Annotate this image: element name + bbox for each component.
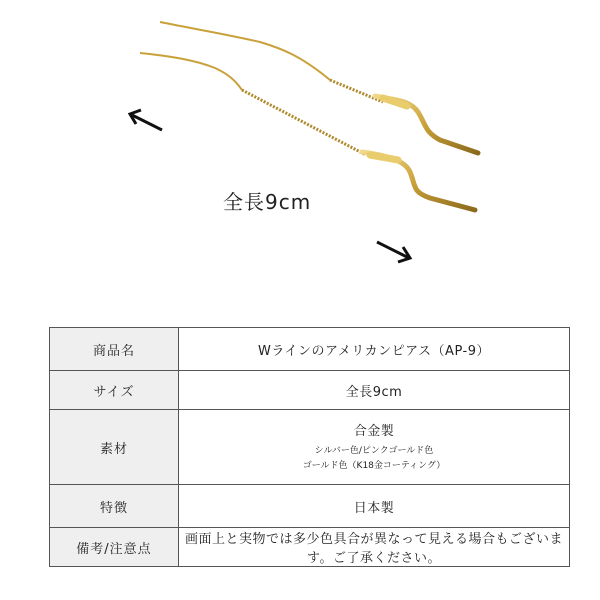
spec-label-feature: 特徴 [50, 485, 179, 528]
table-row [50, 528, 570, 567]
spec-value-name: Wラインのアメリカンピアス（AP-9） [179, 328, 570, 371]
spec-label-size: サイズ [50, 371, 179, 410]
material-main: 合金製 [353, 424, 395, 439]
spec-value-feature: 日本製 [179, 485, 570, 528]
arrow-down-right-icon [377, 242, 410, 262]
spec-value-size: 全長9cm [179, 371, 570, 410]
table-row [50, 485, 570, 528]
material-sub-1: シルバー色/ピンクゴールド色 [314, 446, 434, 456]
earring-upper [160, 22, 478, 153]
material-sub-2: ゴールド色（K18金コーティング） [302, 461, 446, 471]
spec-value-notes: 画面上と実物では多少色具合が異なって見える場合もございます。ご了承ください。 [179, 528, 570, 567]
table-row [50, 410, 570, 485]
spec-value-material [179, 410, 570, 485]
spec-label-name: 商品名 [50, 328, 179, 371]
length-caption: 全長9cm [223, 190, 312, 214]
table-row [50, 371, 570, 410]
spec-label-material: 素材 [50, 410, 179, 485]
table-row [50, 328, 570, 371]
arrow-up-left-icon [130, 110, 162, 130]
spec-table [49, 327, 570, 567]
spec-label-notes: 備考/注意点 [50, 528, 179, 567]
